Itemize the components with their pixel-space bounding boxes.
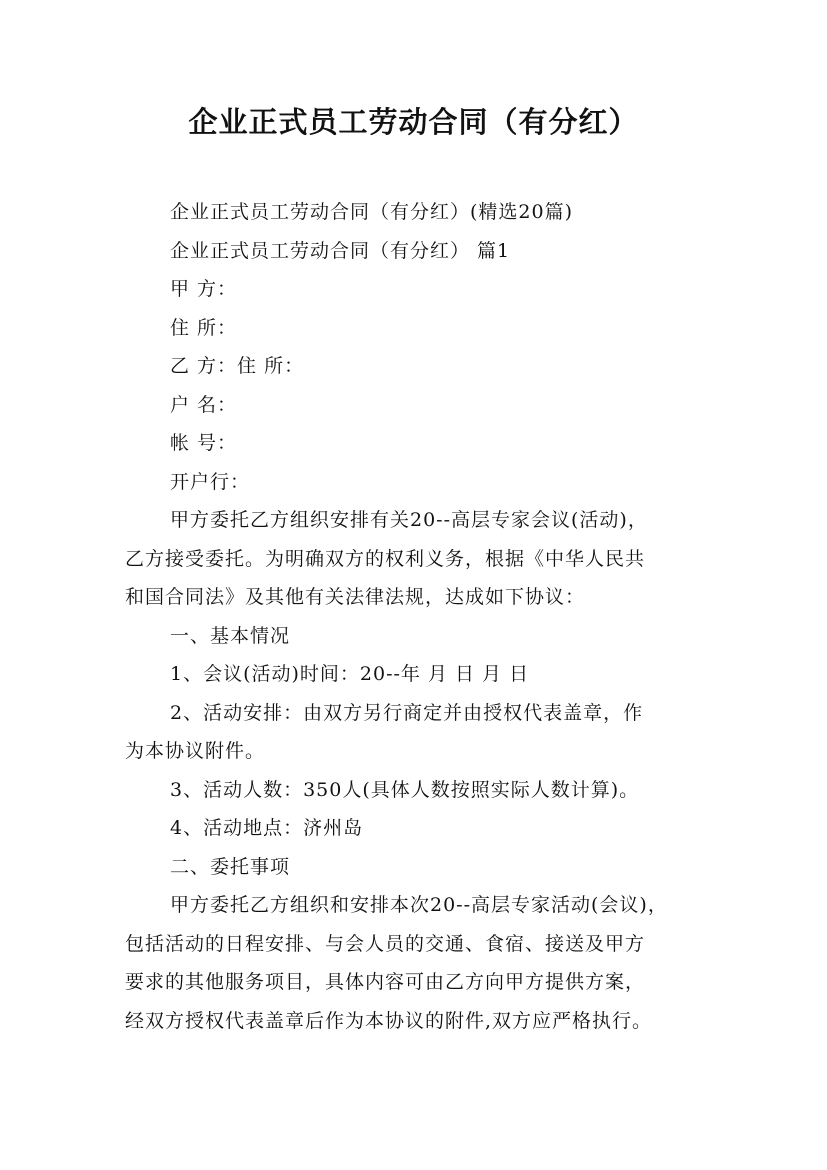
entrustment-paragraph-line-4: 经双方授权代表盖章后作为本协议的附件,双方应严格执行。 bbox=[125, 1009, 653, 1032]
item-location: 4、活动地点：济州岛 bbox=[170, 817, 364, 839]
address-line: 住 所： bbox=[170, 316, 238, 339]
section-heading-basic: 一、基本情况 bbox=[170, 624, 291, 647]
entrustment-paragraph-line-2: 包括活动的日程安排、与会人员的交通、食宿、接送及甲方 bbox=[125, 932, 646, 955]
intro-paragraph-line-2: 乙方接受委托。为明确双方的权利义务，根据《中华人民共 bbox=[125, 547, 646, 570]
account-number-line: 帐 号： bbox=[170, 432, 238, 454]
item-attendees: 3、活动人数：350人(具体人数按照实际人数计算)。 bbox=[170, 778, 640, 801]
item-arrangement-line-1: 2、活动安排：由双方另行商定并由授权代表盖章，作 bbox=[170, 701, 644, 724]
intro-paragraph-line-3: 和国合同法》及其他有关法律法规，达成如下协议： bbox=[125, 586, 586, 608]
entrustment-paragraph-line-1: 甲方委托乙方组织和安排本次20--高层专家活动(会议)， bbox=[170, 894, 668, 916]
document-body bbox=[125, 193, 715, 1040]
party-b-line: 乙 方：住 所： bbox=[170, 355, 305, 377]
party-a-line: 甲 方： bbox=[170, 278, 238, 300]
section-heading-entrustment: 二、委托事项 bbox=[170, 855, 291, 878]
bank-line: 开户行： bbox=[170, 470, 251, 493]
document-title: 企业正式员工劳动合同（有分红） bbox=[188, 105, 639, 139]
intro-paragraph-line-1: 甲方委托乙方组织安排有关20--高层专家会议(活动)， bbox=[170, 509, 648, 531]
item-arrangement-line-2: 为本协议附件。 bbox=[125, 740, 266, 762]
item-time: 1、会议(活动)时间：20--年 月 日 月 日 bbox=[170, 663, 530, 685]
chapter-heading: 企业正式员工劳动合同（有分红） 篇1 bbox=[170, 239, 511, 262]
account-name-line: 户 名： bbox=[170, 393, 238, 416]
subtitle-line: 企业正式员工劳动合同（有分红）(精选20篇) bbox=[170, 201, 574, 223]
entrustment-paragraph-line-3: 要求的其他服务项目，具体内容可由乙方向甲方提供方案， bbox=[125, 971, 646, 993]
